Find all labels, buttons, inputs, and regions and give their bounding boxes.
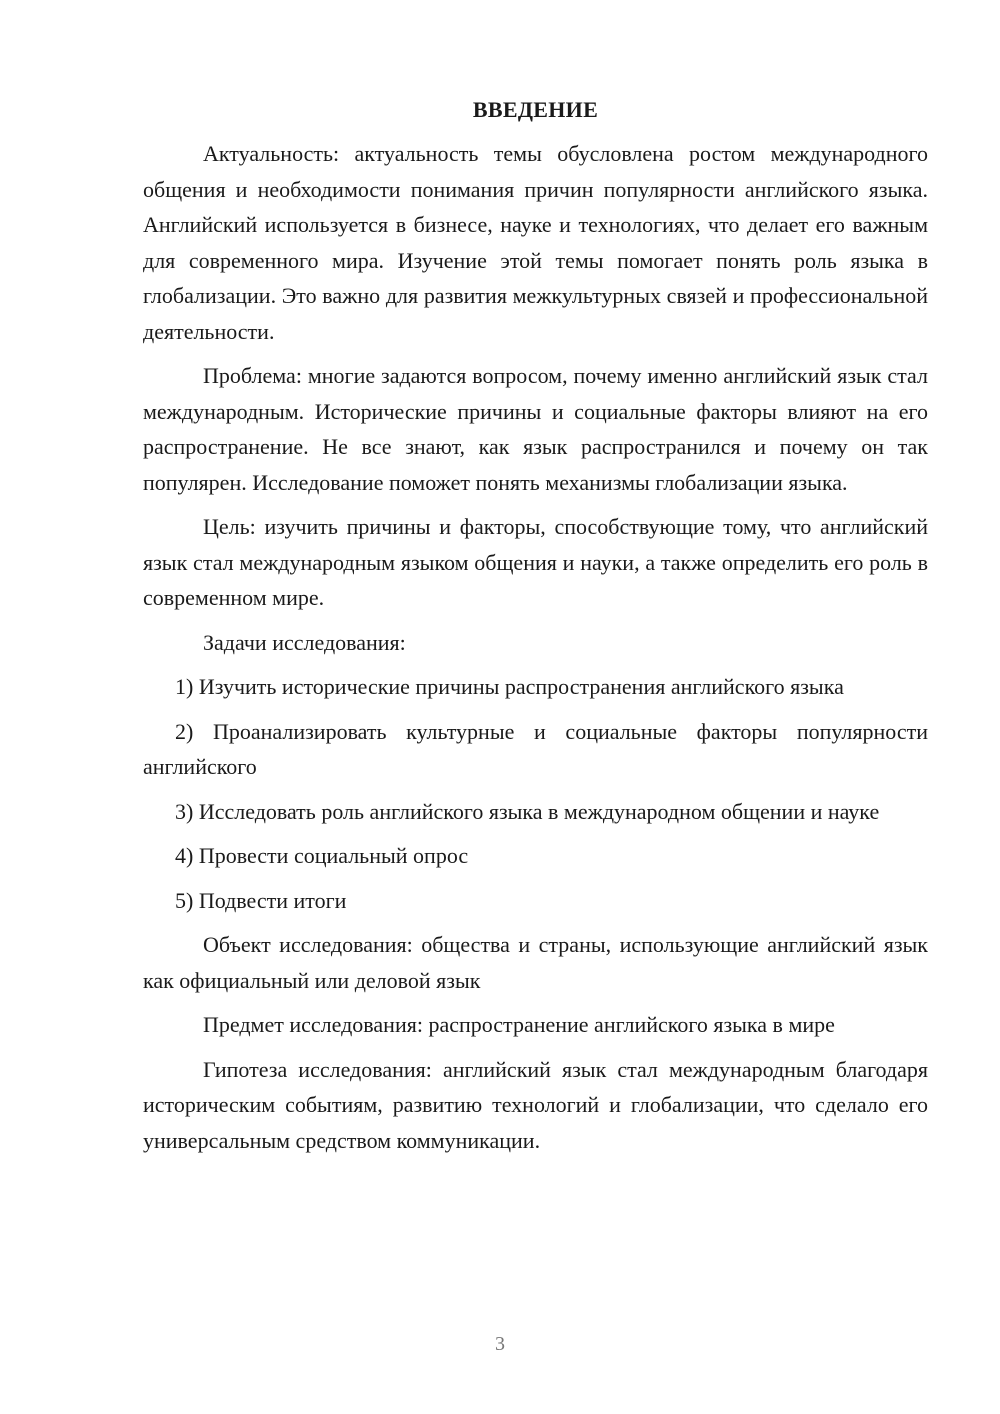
problem-paragraph: Проблема: многие задаются вопросом, почему именно английский язык стал международным. Исторические причины и социальные факторы влияют на его распространение. Не все знают, как язык распространился и почему он так популярен. Исследование поможет понять механизмы глобализации языка. [143, 363, 928, 495]
task-item-4: 4) Провести социальный опрос [175, 843, 469, 868]
object-paragraph: Объект исследования: общества и страны, использующие английский язык как официальный или деловой язык [143, 932, 928, 993]
tasks-heading: Задачи исследования: [203, 629, 406, 655]
page-number: 3 [495, 1333, 505, 1355]
task-item-5: 5) Подвести итоги [175, 887, 347, 913]
task-item-2: 2) Проанализировать культурные и социальные факторы популярности английского [143, 718, 928, 779]
hypothesis-paragraph: Гипотеза исследования: английский язык стал международным благодаря историческим событиям, развитию технологий и глобализации, что сделало его универсальным средством коммуникации. [143, 1056, 928, 1153]
goal-paragraph: Цель: изучить причины и факторы, способствующие тому, что английский язык стал международным языком общения и науки, а также определить его роль в современном мире. [143, 514, 928, 610]
document-page [143, 94, 928, 1158]
subject-paragraph: Предмет исследования: распространение английского языка в мире [203, 1012, 835, 1037]
section-title: ВВЕДЕНИЕ [472, 97, 599, 122]
task-item-3: 3) Исследовать роль английского языка в международном общении и науке [175, 798, 880, 824]
tasks-list [143, 669, 928, 918]
task-item-1: 1) Изучить исторические причины распространения английского языка [175, 674, 844, 699]
relevance-paragraph: Актуальность: актуальность темы обусловлена ростом международного общения и необходимости понимания причин популярности английского языка. Английский используется в бизнесе, науке и технологиях, что делает его важным для современного мира. Изучение этой темы помогает понять роль языка в глобализации. Это важно для развития межкультурных связей и профессиональной деятельности. [143, 141, 928, 344]
